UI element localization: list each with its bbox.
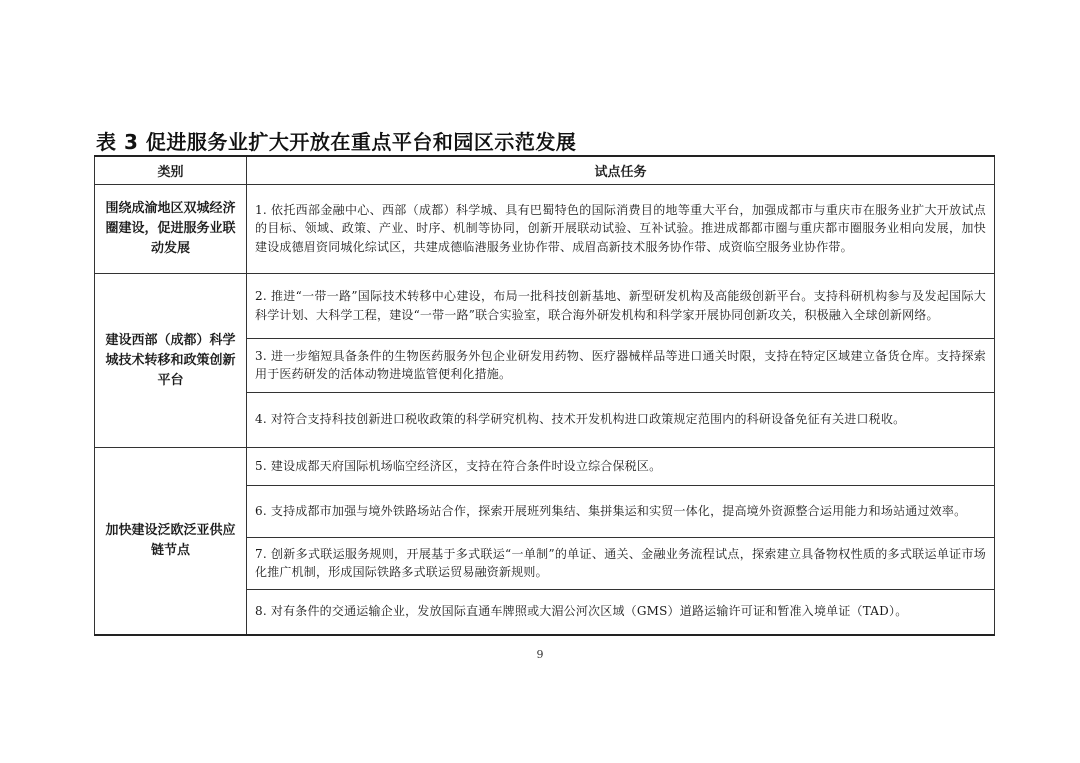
table-row bbox=[95, 185, 995, 274]
task-cell: 4. 对符合支持科技创新进口税收政策的科学研究机构、技术开发机构进口政策规定范围内的科研设备免征有关进口税收。 bbox=[247, 393, 995, 448]
table-row bbox=[95, 274, 995, 339]
table-row bbox=[95, 448, 995, 486]
task-cell: 7. 创新多式联运服务规则，开展基于多式联运“一单制”的单证、通关、金融业务流程试点，探索建立具备物权性质的多式联运单证市场化推广机制，形成国际铁路多式联运贸易融资新规则。 bbox=[247, 538, 995, 590]
category-cell: 围绕成渝地区双城经济圈建设，促进服务业联动发展 bbox=[95, 185, 247, 274]
page-number: 9 bbox=[536, 648, 544, 661]
task-cell: 6. 支持成都市加强与境外铁路场站合作，探索开展班列集结、集拼集运和实贸一体化，提高境外资源整合运用能力和场站通过效率。 bbox=[247, 486, 995, 538]
table-title: 表 3 促进服务业扩大开放在重点平台和园区示范发展 bbox=[96, 130, 577, 154]
task-cell: 1. 依托西部金融中心、西部（成都）科学城、具有巴蜀特色的国际消费目的地等重大平台，加强成都市与重庆市在服务业扩大开放试点的目标、领域、政策、产业、时序、机制等协同，创新开展联动试验、互补试验。推进成都都市圈与重庆都市圈服务业相向发展，加快建设成德眉资同城化综试区，共建成德临港服务业协作带、成眉高新技术服务协作带、成资临空服务业协作带。 bbox=[247, 185, 995, 274]
task-cell: 2. 推进“一带一路”国际技术转移中心建设，布局一批科技创新基地、新型研发机构及高能级创新平台。支持科研机构参与及发起国际大科学计划、大科学工程，建设“一带一路”联合实验室，联合海外研发机构和科学家开展协同创新攻关，积极融入全球创新网络。 bbox=[247, 274, 995, 339]
table-header-row bbox=[95, 156, 995, 185]
task-cell: 8. 对有条件的交通运输企业，发放国际直通车牌照或大湄公河次区域（GMS）道路运输许可证和暂准入境单证（TAD）。 bbox=[247, 590, 995, 636]
header-tasks: 试点任务 bbox=[247, 156, 995, 185]
pilot-tasks-table bbox=[94, 155, 995, 636]
task-cell: 3. 进一步缩短具备条件的生物医药服务外包企业研发用药物、医疗器械样品等进口通关时限，支持在特定区域建立备货仓库。支持探索用于医药研发的活体动物进境监管便利化措施。 bbox=[247, 339, 995, 393]
task-cell: 5. 建设成都天府国际机场临空经济区，支持在符合条件时设立综合保税区。 bbox=[247, 448, 995, 486]
category-cell: 建设西部（成都）科学城技术转移和政策创新平台 bbox=[95, 274, 247, 448]
header-category: 类别 bbox=[95, 156, 247, 185]
category-cell: 加快建设泛欧泛亚供应链节点 bbox=[95, 448, 247, 636]
